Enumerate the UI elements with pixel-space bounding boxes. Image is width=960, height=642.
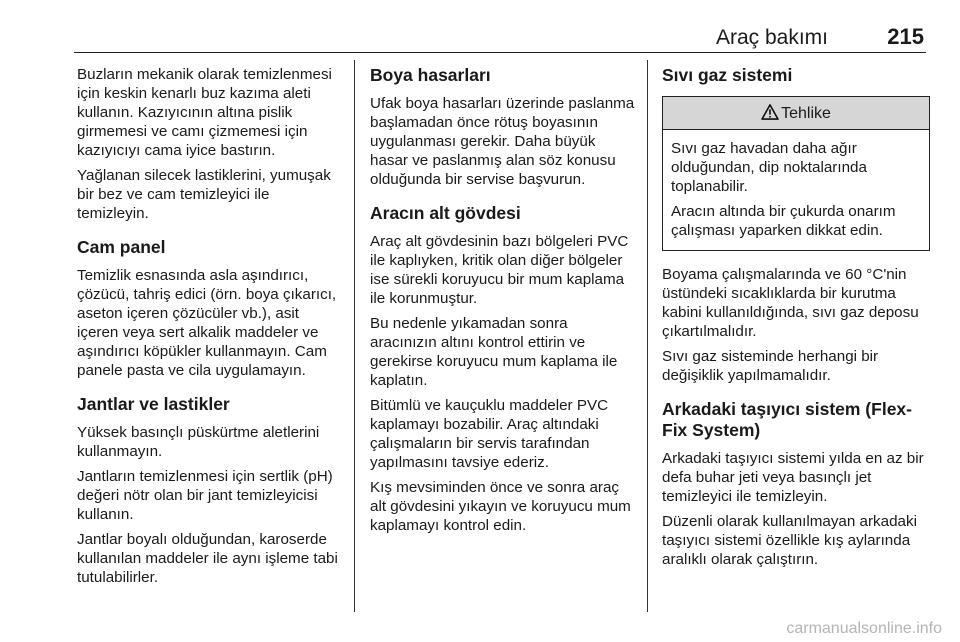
danger-title: Tehlike	[781, 105, 831, 122]
column-divider	[647, 60, 648, 612]
paragraph: Ufak boya hasarları üzerinde paslanma başlamadan önce rötuş boyasının uygulanması gerekir. Daha büyük hasar ve paslanmış alan söz konusu olduğunda bir servise başvurun.	[370, 95, 635, 188]
danger-box	[662, 96, 930, 251]
warning-triangle-icon	[761, 104, 779, 120]
paragraph: Araç alt gövdesinin bazı bölgeleri PVC ile kaplıyken, kritik olan diğer bölgeler ise sürekli koruyucu bir mum kaplama ile korunmuştur.	[370, 233, 629, 307]
paragraph: Jantlar boyalı olduğundan, karoserde kullanılan maddeler ile aynı işleme tabi tutulabilirler.	[77, 531, 338, 586]
paragraph: Kış mevsiminden önce ve sonra araç alt gövdesini yıkayın ve koruyucu mum kaplamayı kontrol edin.	[370, 479, 631, 534]
danger-header	[663, 97, 929, 130]
watermark: carmanualsonline.info	[786, 620, 942, 637]
paragraph: Bu nedenle yıkamadan sonra aracınızın altını kontrol ettirin ve gerekirse koruyucu mum kaplama ile kaplatın.	[370, 315, 618, 389]
paragraph: Yağlanan silecek lastiklerini, yumuşak bir bez ve cam temizleyici ile temizleyin.	[77, 167, 331, 222]
section-heading: Sıvı gaz sistemi	[662, 65, 793, 85]
paragraph: Aracın altında bir çukurda onarım çalışması yaparken dikkat edin.	[671, 203, 896, 239]
section-heading: Boya hasarları	[370, 65, 491, 85]
paragraph: Temizlik esnasında asla aşındırıcı, çözücü, tahriş edici (örn. boya çıkarıcı, aseton içeren çözücüler vb.), asit içeren veya sert alkalik maddeler ve aşındırıcı köpükler kullanmayın. Cam panele pasta ve cila uygulamayın.	[77, 267, 337, 379]
paragraph: Boyama çalışmalarında ve 60 °C'nin üstündeki sıcaklıklarda bir kurutma kabini kullanıldığında, sıvı gaz deposu çıkartılmalıdır.	[662, 266, 919, 340]
paragraph: Arkadaki taşıyıcı sistemi yılda en az bir defa buhar jeti veya basınçlı jet temizleyici ile temizleyin.	[662, 450, 924, 505]
column-2	[370, 65, 635, 541]
paragraph: Buzların mekanik olarak temizlenmesi için keskin kenarlı buz kazıma aleti kullanın. Kazıyıcının altına pislik girmemesi ve camı çizmemesi için kazıyıcıyı cama iyice bastırın.	[77, 66, 332, 159]
danger-body	[663, 130, 929, 250]
page-number: 215	[887, 24, 924, 49]
section-heading: Cam panel	[77, 237, 166, 257]
section-heading: Jantlar ve lastikler	[77, 394, 230, 414]
header-title: Araç bakımı	[715, 26, 828, 49]
paragraph: Yüksek basınçlı püskürtme aletlerini kullanmayın.	[77, 424, 320, 460]
paragraph: Jantların temizlenmesi için sertlik (pH) değeri nötr olan bir jant temizleyicisi kullanın.	[77, 468, 333, 523]
paragraph: Sıvı gaz havadan daha ağır olduğundan, dip noktalarında toplanabilir.	[671, 140, 867, 195]
paragraph: Sıvı gaz sisteminde herhangi bir değişiklik yapılmamalıdır.	[662, 348, 879, 384]
page-header	[74, 22, 926, 53]
column-divider	[354, 60, 355, 612]
paragraph: Bitümlü ve kauçuklu maddeler PVC kaplamayı bozabilir. Araç altındaki çalışmaların bir servis tarafından yapılmasını tavsiye ederiz.	[370, 397, 609, 471]
section-heading: Aracın alt gövdesi	[370, 203, 521, 223]
column-3	[662, 65, 930, 575]
column-1	[77, 65, 339, 593]
section-heading: Arkadaki taşıyıcı sistem (Flex-Fix System)	[662, 399, 912, 440]
paragraph: Düzenli olarak kullanılmayan arkadaki taşıyıcı sistemi özellikle kış aylarında aralıklı olarak çalıştırın.	[662, 513, 917, 568]
